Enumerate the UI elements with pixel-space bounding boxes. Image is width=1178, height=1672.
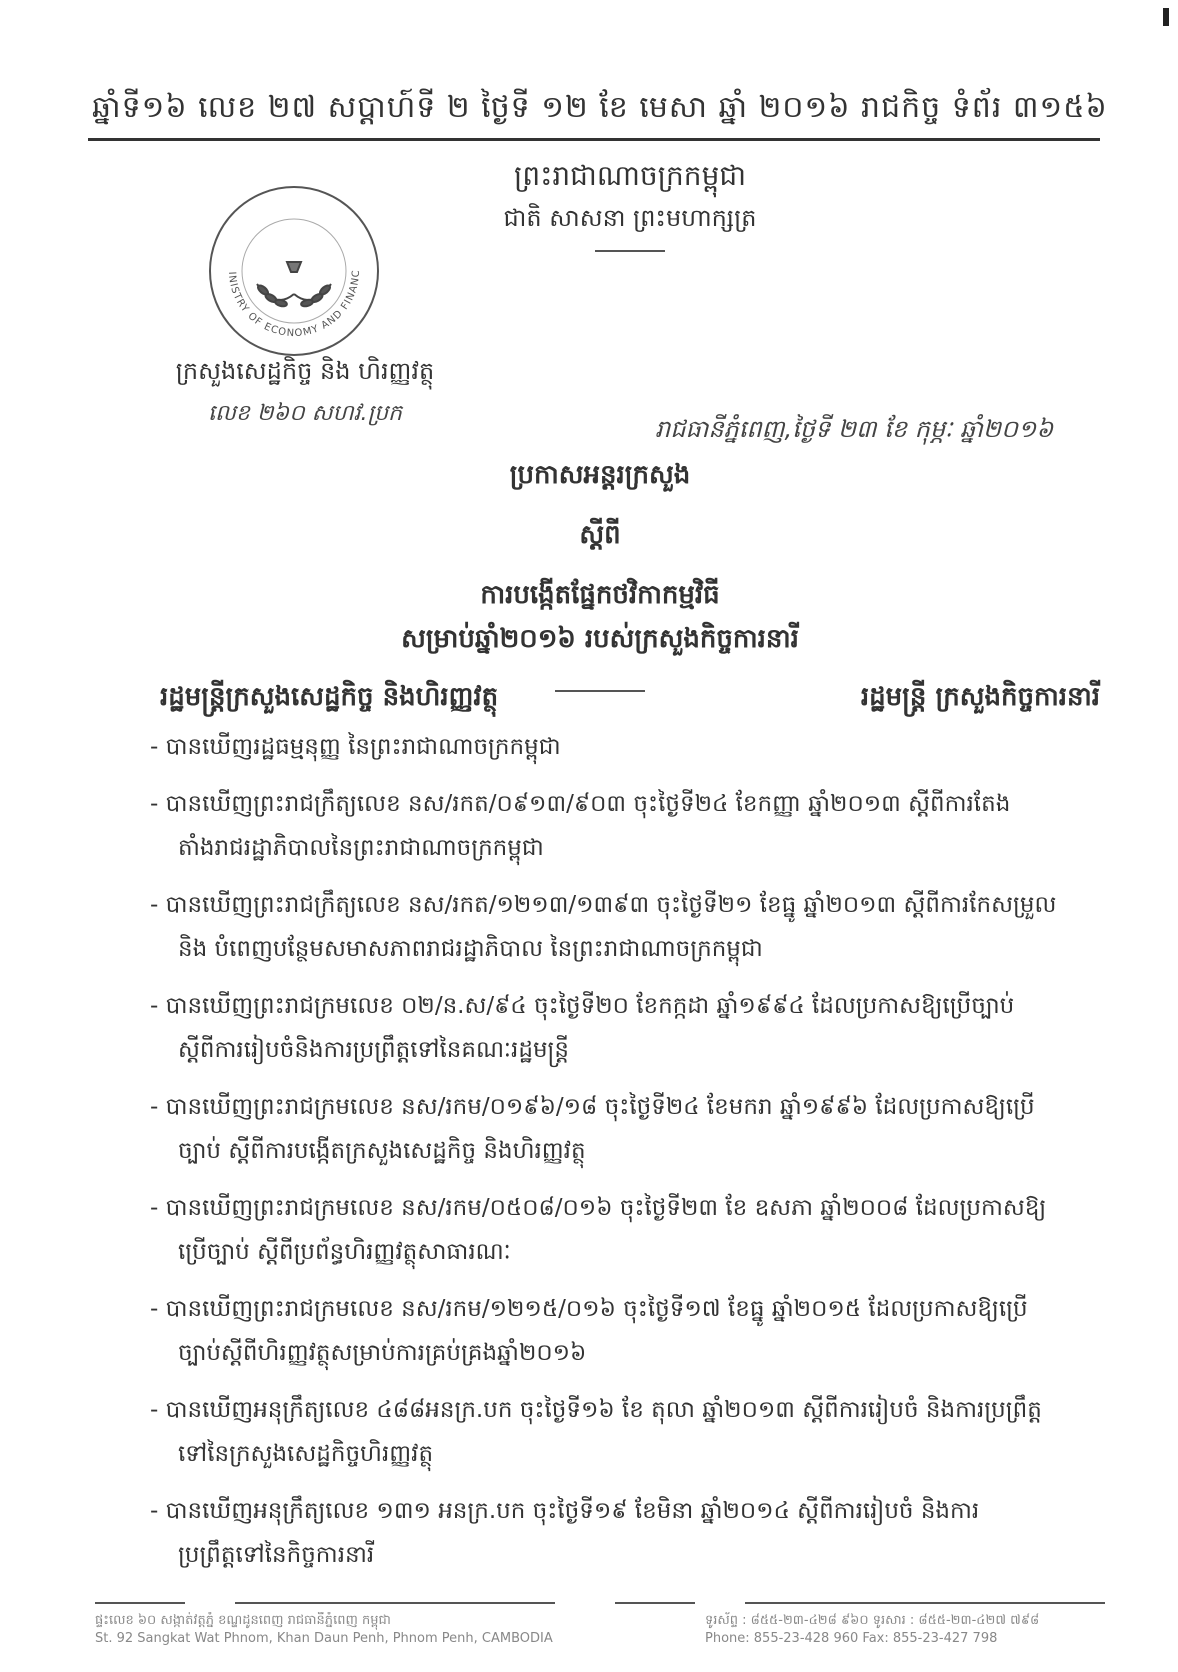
footer-contact-en: Phone: 855-23-428 960 Fax: 855-23-427 798 xyxy=(705,1631,998,1646)
item-line-cont: ប្រព្រឹត្តទៅនៃកិច្ចការនារី xyxy=(178,1542,375,1568)
list-item xyxy=(150,1085,1105,1173)
item-line: - បានឃើញព្រះរាជក្រមលេខ នស/រកម/០៥០៨/០១៦ ចុះថ្ងៃទី២៣ ខែ ឧសភា ឆ្នាំ២០០៨ ដែលប្រកាសឱ្យ xyxy=(150,1195,1047,1221)
list-item xyxy=(150,883,1105,971)
list-item xyxy=(150,1388,1105,1476)
ministry-block xyxy=(160,356,450,431)
ministry-name: ក្រសួងសេដ្ឋកិច្ច និង ហិរញ្ញវត្ថុ xyxy=(175,357,435,385)
item-line: - បានឃើញព្រះរាជក្រមលេខ ០២/ន.ស/៩៤ ចុះថ្ងៃទី២០ ខែកក្កដា ឆ្នាំ១៩៩៤ ដែលប្រកាសឱ្យប្រើច្បាប់ xyxy=(150,993,1015,1019)
title-subject: ការបង្កើតផ្នែកថវិកាកម្មវិធី xyxy=(480,580,720,610)
reference-number: លេខ ២៦០ សហវ.ប្រក xyxy=(207,401,403,426)
kingdom-motto: ជាតិ សាសនា ព្រះមហាក្សត្រ xyxy=(503,204,757,232)
item-line-cont: ទៅនៃក្រសួងសេដ្ឋកិច្ចហិរញ្ញវត្ថុ xyxy=(178,1441,434,1467)
item-line-cont: ស្តីពីការរៀបចំនិងការប្រព្រឹត្តទៅនៃគណៈរដ្ឋមន្ត្រី xyxy=(178,1037,569,1063)
title-subject-2: សម្រាប់ឆ្នាំ២០១៦ របស់ក្រសួងកិច្ចការនារី xyxy=(401,624,799,654)
list-item xyxy=(150,725,1105,769)
list-item xyxy=(150,1489,1105,1577)
item-line: - បានឃើញព្រះរាជក្រមលេខ នស/រកម/១២១៥/០១៦ ចុះថ្ងៃទី១៧ ខែធ្នូ ឆ្នាំ២០១៥ ដែលប្រកាសឱ្យប្រើ xyxy=(150,1296,1028,1322)
seal-text: INISTRY OF ECONOMY AND FINANC xyxy=(225,269,363,340)
list-item xyxy=(150,782,1105,870)
item-line: - បានឃើញអនុក្រឹត្យលេខ ៤៨៨អនក្រ.បក ចុះថ្ងៃទី១៦ ខែ តុលា ឆ្នាំ២០១៣ ស្តីពីការរៀបចំ និងការប្រព្រឹត្ត xyxy=(150,1397,1042,1423)
ministry-seal-icon xyxy=(205,182,383,360)
footer-address-km: ផ្ទះលេខ ៦០ សង្កាត់វត្តភ្នំ ខណ្ឌដូនពេញ រាជធានីភ្នំពេញ កម្ពុជា xyxy=(95,1613,391,1628)
footer-address xyxy=(95,1612,565,1646)
footer-address-en: St. 92 Sangkat Wat Phnom, Khan Daun Penh, Phnom Penh, CAMBODIA xyxy=(95,1631,553,1646)
list-item xyxy=(150,1287,1105,1375)
title-prakas: ប្រកាសអន្តរក្រសួង xyxy=(509,460,691,490)
kingdom-heading xyxy=(450,158,810,252)
item-line: - បានឃើញអនុក្រឹត្យលេខ ១៣១ អនក្រ.បក ចុះថ្ងៃទី១៩ ខែមិនា ឆ្នាំ២០១៤ ស្តីពីការរៀបចំ និងការ xyxy=(150,1498,980,1524)
title-on: ស្តីពី xyxy=(579,520,621,550)
item-line-cont: តាំងរាជរដ្ឋាភិបាលនៃព្រះរាជាណាចក្រកម្ពុជា xyxy=(178,835,544,861)
gazette-header: ឆ្នាំទី១៦ លេខ ២៧ សប្តាហ៍ទី ២ ថ្ងៃទី ១២ ខែ មេសា ឆ្នាំ ២០១៦ រាជកិច្ច ទំព័រ ៣១៥៦ xyxy=(92,90,1108,125)
document-titles xyxy=(300,458,900,692)
footer-contact-km: ទូរស័ព្ទ : ៨៥៥-២៣-៤២៨ ៩៦០ ទូរសារ : ៨៥៥-២៣-៤២៧ ៧៩៨ xyxy=(705,1613,1040,1628)
ministers-row xyxy=(160,680,1100,720)
svg-text:MINISTRY OF ECONOMY AND FINANC xyxy=(205,182,362,339)
item-line: - បានឃើញព្រះរាជក្រឹត្យលេខ នស/រកត/០៩១៣/៩០៣ ចុះថ្ងៃទី២៤ ខែកញ្ញា ឆ្នាំ២០១៣ ស្តីពីការតែង xyxy=(150,791,1011,817)
item-line: - បានឃើញរដ្ឋធម្មនុញ្ញ នៃព្រះរាជាណាចក្រកម្ពុជា xyxy=(150,734,561,760)
list-item xyxy=(150,984,1105,1072)
footer-contact xyxy=(705,1612,1125,1646)
item-line: - បានឃើញព្រះរាជក្រមលេខ នស/រកម/០១៩៦/១៨ ចុះថ្ងៃទី២៤ ខែមករា ឆ្នាំ១៩៩៦ ដែលប្រកាសឱ្យប្រើ xyxy=(150,1094,1035,1120)
footer-rule xyxy=(95,1602,1105,1604)
considerations-list xyxy=(150,725,1105,1590)
header-rule xyxy=(88,138,1100,141)
kingdom-name: ព្រះរាជាណាចក្រកម្ពុជា xyxy=(513,159,746,192)
item-line-cont: ច្បាប់ស្តីពីហិរញ្ញវត្ថុសម្រាប់ការគ្រប់គ្រងឆ្នាំ២០១៦ xyxy=(178,1340,587,1366)
item-line-cont: និង បំពេញបន្ថែមសមាសភាពរាជរដ្ឋាភិបាល នៃព្រះរាជាណាចក្រកម្ពុជា xyxy=(178,936,763,962)
date-line: រាជធានីភ្នំពេញ,ថ្ងៃទី ២៣ ខែ កុម្ភៈ ឆ្នាំ២០១៦ xyxy=(655,415,1054,443)
ornament-divider xyxy=(595,250,665,252)
list-item xyxy=(150,1186,1105,1274)
item-line-cont: ប្រើច្បាប់ ស្តីពីប្រព័ន្ធហិរញ្ញវត្ថុសាធារណៈ xyxy=(178,1239,511,1265)
minister-left: រដ្ឋមន្ត្រីក្រសួងសេដ្ឋកិច្ច និងហិរញ្ញវត្ថុ xyxy=(160,682,499,712)
item-line: - បានឃើញព្រះរាជក្រឹត្យលេខ នស/រកត/១២១៣/១៣៩៣ ចុះថ្ងៃទី២១ ខែធ្នូ ឆ្នាំ២០១៣ ស្តីពីការកែសម្រួល xyxy=(150,892,1057,918)
minister-right: រដ្ឋមន្ត្រី ក្រសួងកិច្ចការនារី xyxy=(860,682,1100,712)
item-line-cont: ច្បាប់ ស្តីពីការបង្កើតក្រសួងសេដ្ឋកិច្ច និងហិរញ្ញវត្ថុ xyxy=(178,1138,586,1164)
scan-mark xyxy=(1163,8,1169,26)
